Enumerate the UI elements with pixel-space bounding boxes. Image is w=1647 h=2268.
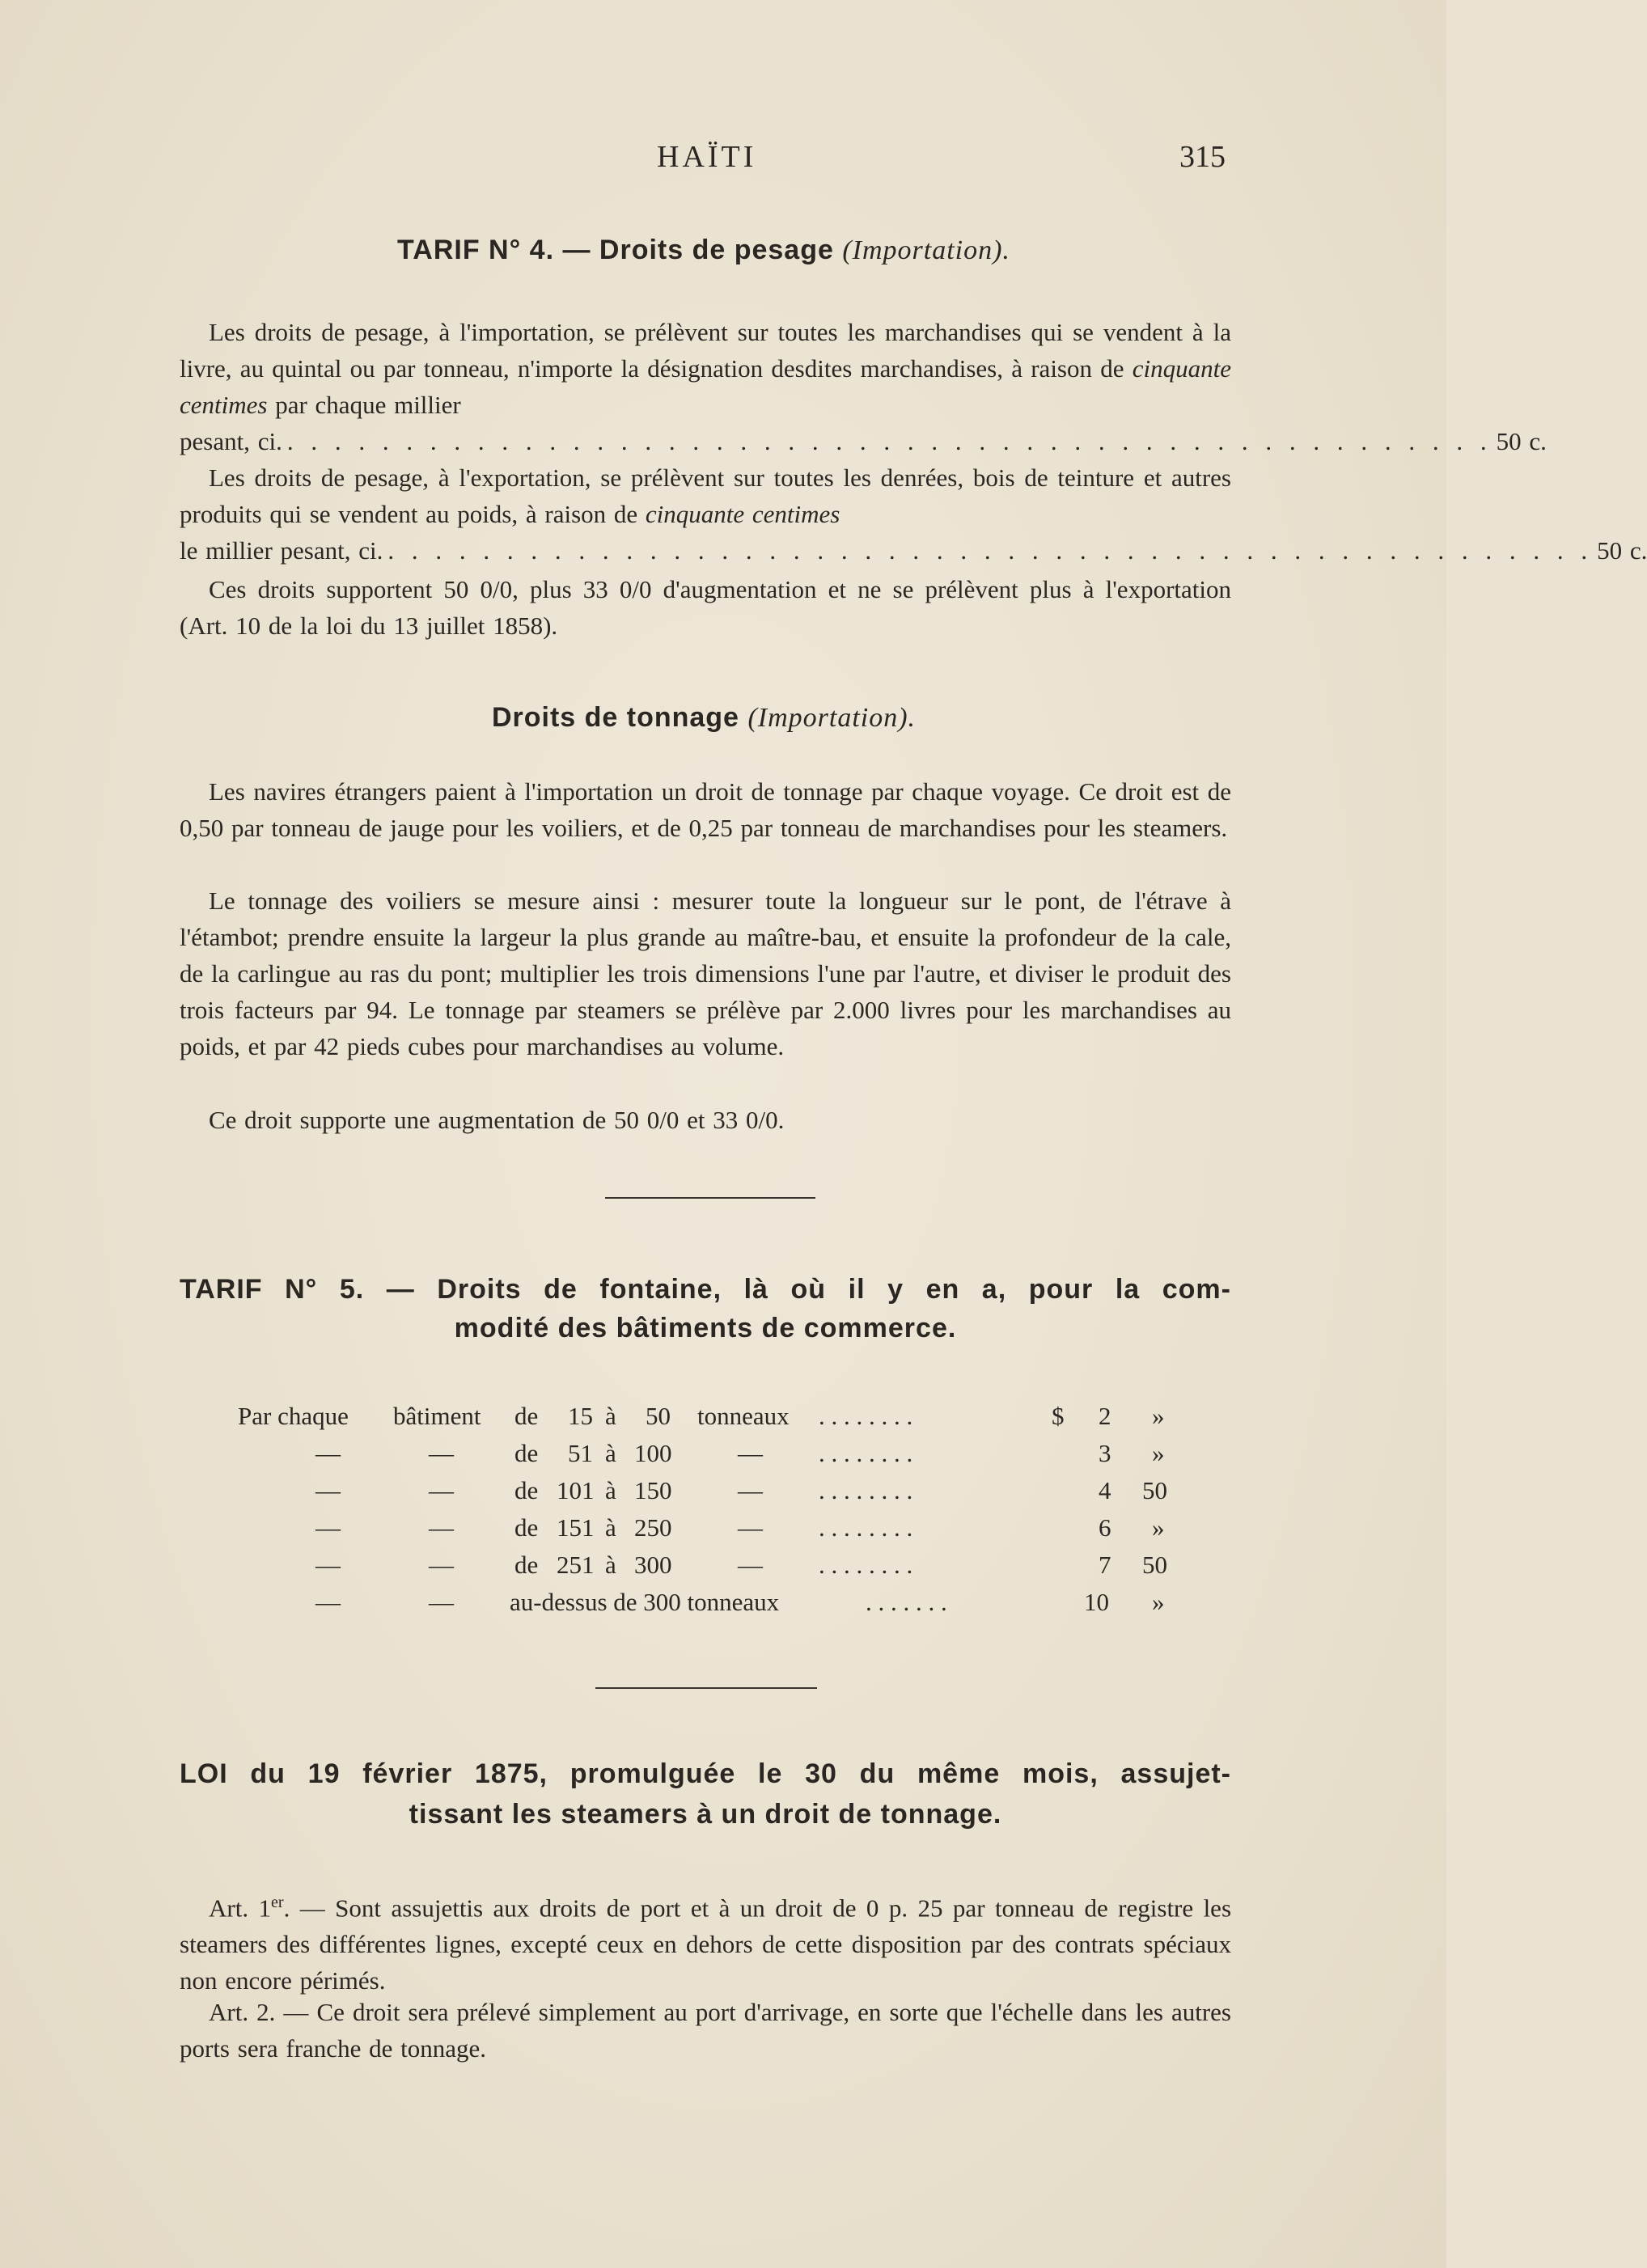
table-cell: à — [605, 1439, 616, 1467]
table-cell: — — [315, 1439, 341, 1467]
table-cell: — — [429, 1551, 454, 1579]
section-divider — [595, 1687, 817, 1689]
table-row — [235, 1513, 1205, 1551]
cents: » — [1152, 1439, 1165, 1467]
tarif4-p2-last-label: le millier pesant, ci. — [180, 536, 383, 565]
leader-dots: . . . . . . . . — [819, 1402, 913, 1430]
table-cell: de — [514, 1551, 539, 1579]
table-cell: — — [738, 1551, 763, 1579]
table-cell: — — [429, 1588, 454, 1616]
table-cell: — — [429, 1439, 454, 1467]
tarif4-p2-leader — [180, 532, 1647, 569]
tarif4-p1-leader — [180, 423, 1547, 459]
table-cell: — — [429, 1513, 454, 1542]
running-title: HAÏTI — [657, 140, 757, 174]
table-cell: — — [738, 1439, 763, 1467]
leader-dots: . . . . . . . . — [819, 1513, 913, 1542]
amount: 2 — [1099, 1402, 1111, 1430]
table-cell: 50 — [646, 1402, 671, 1430]
tarif5-heading-line1: TARIF N° 5. — Droits de fontaine, là où il y en a, pour la com- — [180, 1274, 1231, 1305]
tonnage-paragraph-2: Le tonnage des voiliers se mesure ainsi : mesurer toute la longueur sur le pont, de l'étrave à l'étambot; prendre ensuite la largeur la plus grande au maître-bau, et ensuite la profondeur de la cale, de la carlingue au ras du pont; multiplier les trois dimensions l'une par l'autre, et diviser le produit des trois facteurs par 94. Le tonnage par steamers se prélève par 2.000 livres pour les marchandises au poids, et par 42 pieds cubes pour marchandises au volume. — [180, 886, 1231, 1060]
table-cell: 151 — [557, 1513, 595, 1542]
leader-dots: . . . . . . . . . . . . . . . . . . . . . . . . . . . . . . . . . . . . . . . . . . . . . . . . . . . — [387, 536, 1593, 565]
cents: 50 — [1142, 1476, 1167, 1504]
tarif4-p1-text: Les droits de pesage, à l'importation, se prélèvent sur toutes les marchandises qui se vendent à la livre, au quintal ou par tonneau, n'importe la désignation desdites marchandises, à raison de — [180, 318, 1231, 383]
table-cell: de — [514, 1513, 539, 1542]
table-cell: 250 — [634, 1513, 672, 1542]
table-cell: à — [605, 1513, 616, 1542]
table-cell: — — [315, 1551, 341, 1579]
tonnage-heading-paren: (Importation). — [747, 703, 917, 733]
tonnage-paragraph-1: Les navires étrangers paient à l'importation un droit de tonnage par chaque voyage. Ce droit est de 0,50 par tonneau de jauge pour les voiliers, et de 0,25 par tonneau de marchandises pour les steamers. — [180, 777, 1231, 842]
tarif4-heading-main: TARIF N° 4. — Droits de pesage — [397, 235, 834, 265]
tarif5-heading-line2: modité des bâtiments de commerce. — [454, 1313, 957, 1343]
table-cell: bâtiment — [393, 1402, 481, 1430]
loi-article-1 — [180, 1885, 1231, 1999]
tarif4-p2-text: Les droits de pesage, à l'exportation, se prélèvent sur toutes les denrées, bois de teinture et autres produits qui se vendent au poids, à raison de — [180, 463, 1231, 528]
amount: 6 — [1099, 1513, 1111, 1542]
tarif4-p1-after: par chaque millier — [275, 391, 461, 419]
table-cell: 150 — [634, 1476, 672, 1504]
table-row — [235, 1588, 1205, 1625]
table-cell: 100 — [634, 1439, 672, 1467]
table-cell: — — [315, 1513, 341, 1542]
leader-dots: . . . . . . . . — [819, 1551, 913, 1579]
tarif4-heading — [178, 235, 1230, 266]
table-cell: tonneaux — [697, 1402, 790, 1430]
loi-heading — [180, 1754, 1231, 1834]
tonnage-heading — [178, 702, 1230, 734]
amount: 7 — [1099, 1551, 1111, 1579]
table-cell: à — [605, 1551, 616, 1579]
cents: » — [1152, 1588, 1165, 1616]
table-cell: 251 — [557, 1551, 595, 1579]
table-cell: de — [514, 1476, 539, 1504]
cents: » — [1152, 1513, 1165, 1542]
table-cell: — — [738, 1513, 763, 1542]
cents: » — [1152, 1402, 1165, 1430]
table-cell: à — [605, 1476, 616, 1504]
page-header — [0, 139, 1446, 180]
table-cell: — — [738, 1476, 763, 1504]
table-cell: 101 — [557, 1476, 595, 1504]
leader-dots: . . . . . . . — [866, 1588, 947, 1616]
amount: 10 — [1084, 1588, 1109, 1616]
art1-sup: er — [271, 1894, 284, 1911]
table-row — [235, 1439, 1205, 1476]
amount: 3 — [1099, 1439, 1111, 1467]
loi-heading-line2: tissant les steamers à un droit de tonnage. — [409, 1799, 1002, 1830]
tarif4-p2-italic: cinquante centimes — [645, 500, 840, 528]
table-cell: — — [315, 1476, 341, 1504]
tarif4-p1-last-label: pesant, ci. — [180, 427, 282, 455]
tarif4-paragraph-supplement: Ces droits supportent 50 0/0, plus 33 0/0 d'augmentation et ne se prélèvent plus à l'exportation (Art. 10 de la loi du 13 juillet 1858). — [180, 575, 1231, 640]
tarif4-p1-italic: cinquante centimes — [180, 354, 1231, 419]
loi-heading-line1: LOI du 19 février 1875, promulguée le 30 du même mois, assujet- — [180, 1758, 1231, 1789]
table-cell: au-dessus de 300 tonneaux — [510, 1588, 780, 1616]
art1-label: Art. 1 — [209, 1894, 272, 1923]
page-number: 315 — [1179, 140, 1226, 174]
table-cell: — — [429, 1476, 454, 1504]
tonnage-paragraph-3: Ce droit supporte une augmentation de 50 0/0 et 33 0/0. — [209, 1106, 785, 1134]
art1-text: . — Sont assujettis aux droits de port et à un droit de 0 p. 25 par tonneau de registre les steamers des différentes lignes, excepté ceux en dehors de cette disposition par des contrats spéciaux non encore périmés. — [180, 1894, 1232, 1995]
tarif4-p1-value: 50 c. — [1496, 427, 1547, 455]
tarif5-heading — [180, 1270, 1231, 1348]
leader-dots: . . . . . . . . . . . . . . . . . . . . . . . . . . . . . . . . . . . . . . . . . . . . . . . . . . . — [286, 427, 1492, 455]
table-row — [235, 1476, 1205, 1513]
tarif4-paragraph-import — [180, 314, 1231, 423]
loi-article-2: Art. 2. — Ce droit sera prélevé simplement au port d'arrivage, en sorte que l'échelle dans les autres ports sera franche de tonnage. — [180, 1998, 1231, 2063]
table-cell: 300 — [634, 1551, 672, 1579]
table-cell: de — [514, 1439, 539, 1467]
table-row — [235, 1402, 1205, 1439]
table-cell: de — [514, 1402, 539, 1430]
tarif4-paragraph-export — [180, 459, 1231, 532]
table-cell: 15 — [568, 1402, 593, 1430]
table-cell: 51 — [568, 1439, 593, 1467]
table-cell: Par chaque — [238, 1402, 349, 1430]
table-row — [235, 1551, 1205, 1588]
amount: 4 — [1099, 1476, 1111, 1504]
currency-symbol: $ — [1052, 1402, 1065, 1430]
cents: 50 — [1142, 1551, 1167, 1579]
tarif4-p2-value: 50 c. — [1597, 536, 1647, 565]
table-cell: — — [315, 1588, 341, 1616]
tarif4-heading-paren: (Importation). — [842, 235, 1010, 265]
leader-dots: . . . . . . . . — [819, 1476, 913, 1504]
section-divider — [605, 1197, 815, 1199]
table-cell: à — [605, 1402, 616, 1430]
tonnage-heading-main: Droits de tonnage — [491, 702, 739, 733]
leader-dots: . . . . . . . . — [819, 1439, 913, 1467]
